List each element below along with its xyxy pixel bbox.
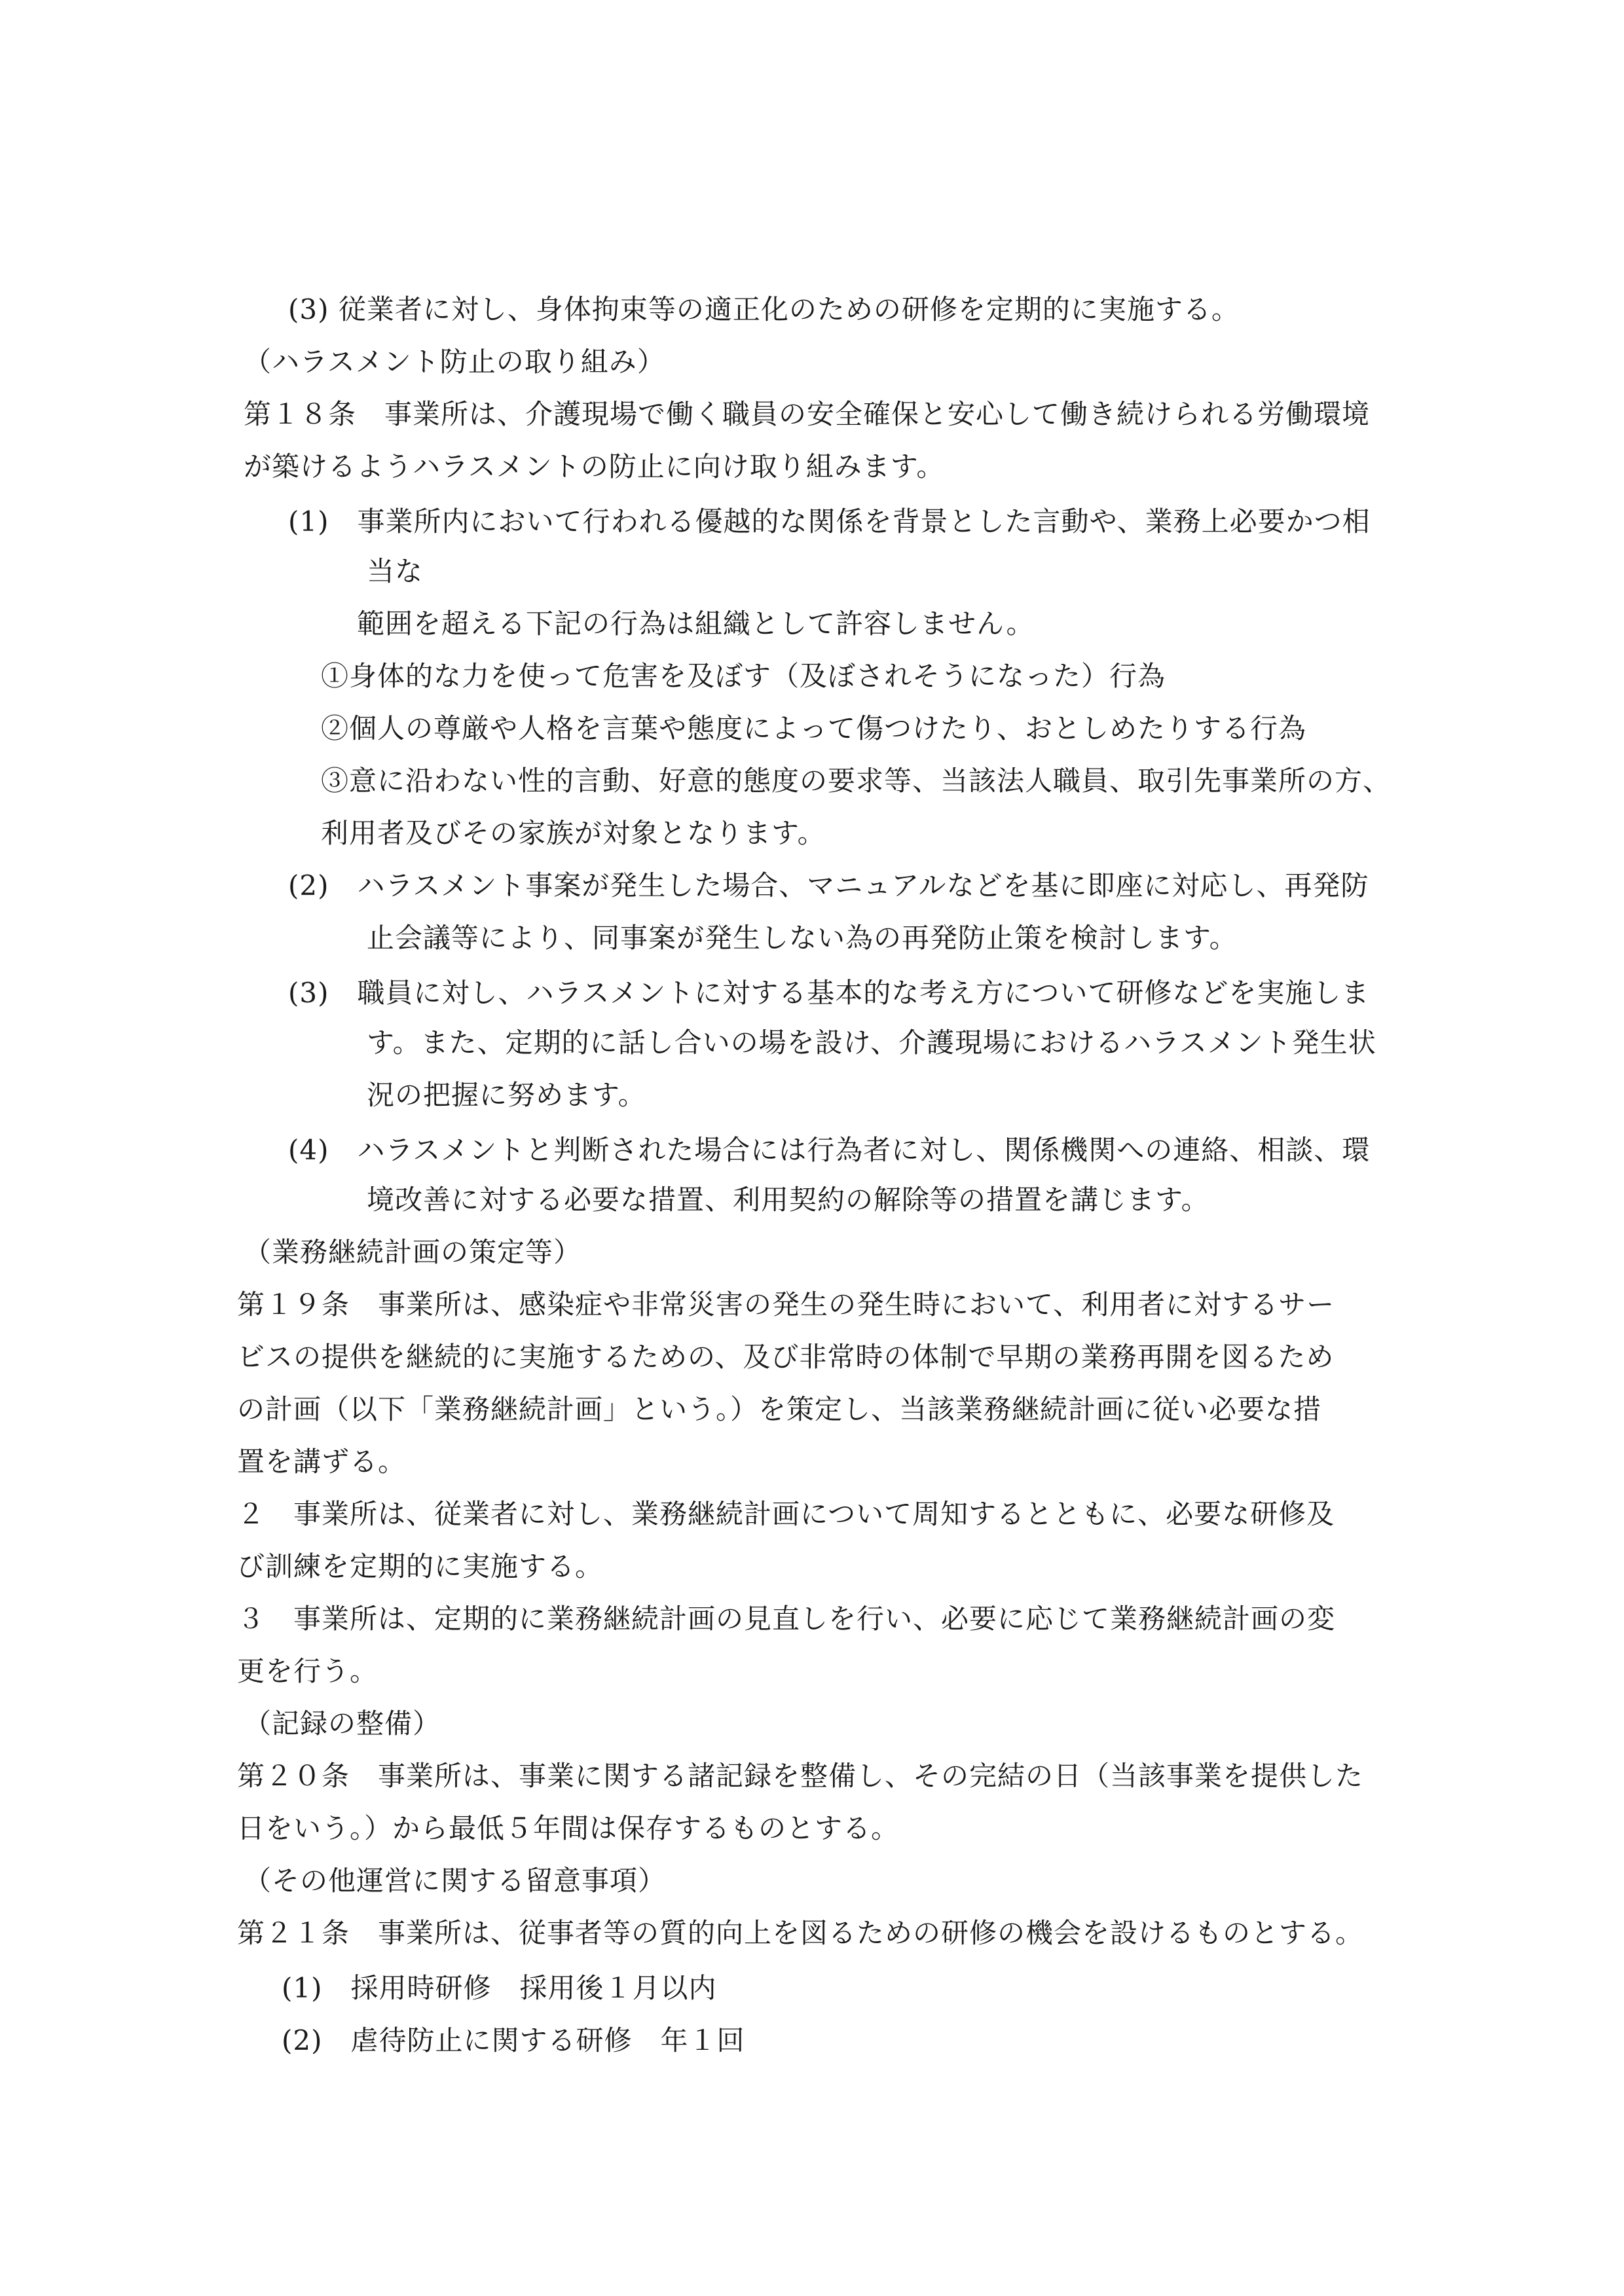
article-20-line-1: 第２０条 事業所は、事業に関する諸記録を整備し、その完結の日（当該事業を提供した — [237, 1760, 1364, 1792]
article-18-item-2-line-1: (2) ハラスメント事案が発生した場合、マニュアルなどを基に即座に対応し、再発防 — [288, 869, 1369, 902]
article-18-item-1-line-1: (1) 事業所内において行われる優越的な関係を背景とした言動や、業務上必要かつ相 — [288, 505, 1371, 538]
article-18-item-1-line-3: 範囲を超える下記の行為は組織として許容しません。 — [357, 608, 1035, 640]
article-19-line-3: の計画（以下「業務継続計画」という。）を策定し、当該業務継続計画に従い必要な措 — [237, 1393, 1322, 1425]
article-19-line-1: 第１９条 事業所は、感染症や非常災害の発生の発生時において、利用者に対するサー — [237, 1288, 1335, 1321]
article-18-subitem-3: ③意に沿わない性的言動、好意的態度の要求等、当該法人職員、取引先事業所の方、 — [321, 765, 1392, 797]
article-18-line-2: が築けるようハラスメントの防止に向け取り組みます。 — [244, 450, 945, 483]
article-21-item-1: (1) 採用時研修 採用後１月以内 — [282, 1972, 717, 2004]
article-18-subitem-2: ②個人の尊厳や人格を言葉や態度によって傷つけたり、おとしめたりする行為 — [321, 712, 1307, 744]
article-18-subitem-1: ①身体的な力を使って危害を及ぼす（及ぼされそうになった）行為 — [321, 660, 1166, 692]
heading-harassment: （ハラスメント防止の取り組み） — [244, 346, 665, 378]
heading-records: （記録の整備） — [244, 1707, 441, 1740]
article-18-item-1-line-2: 当な — [367, 555, 424, 587]
article-18-item-4-line-2: 境改善に対する必要な措置、利用契約の解除等の措置を講じます。 — [367, 1184, 1209, 1216]
article-21-item-2: (2) 虐待防止に関する研修 年１回 — [282, 2024, 745, 2056]
article-18-subitem-3-cont: 利用者及びその家族が対象となります。 — [321, 817, 826, 849]
article-17-item-3: (3) 従業者に対し、身体拘束等の適正化のための研修を定期的に実施する。 — [288, 293, 1240, 325]
article-18-item-3-line-2: す。また、定期的に話し合いの場を設け、介護現場におけるハラスメント発生状 — [367, 1027, 1376, 1059]
article-18-item-3-line-1: (3) 職員に対し、ハラスメントに対する基本的な考え方について研修などを実施しま — [288, 977, 1370, 1009]
article-18-item-4-line-1: (4) ハラスメントと判断された場合には行為者に対し、関係機関への連絡、相談、環 — [288, 1134, 1371, 1166]
article-19-para-3-line-1: ３ 事業所は、定期的に業務継続計画の見直しを行い、必要に応じて業務継続計画の変 — [237, 1603, 1336, 1635]
article-18-line-1: 第１８条 事業所は、介護現場で働く職員の安全確保と安心して働き続けられる労働環境 — [244, 398, 1371, 430]
article-19-line-4: 置を講ずる。 — [237, 1446, 407, 1478]
article-19-para-2-line-1: ２ 事業所は、従業者に対し、業務継続計画について周知するとともに、必要な研修及 — [237, 1498, 1335, 1530]
article-19-para-3-line-2: 更を行う。 — [237, 1655, 378, 1687]
article-19-para-2-line-2: び訓練を定期的に実施する。 — [237, 1550, 604, 1582]
heading-business-continuity: （業務継続計画の策定等） — [244, 1236, 582, 1268]
article-19-line-2: ビスの提供を継続的に実施するための、及び非常時の体制で早期の業務再開を図るため — [237, 1341, 1335, 1373]
article-21-line-1: 第２１条 事業所は、従事者等の質的向上を図るための研修の機会を設けるものとする。 — [237, 1917, 1364, 1949]
article-20-line-2: 日をいう。）から最低５年間は保存するものとする。 — [237, 1812, 900, 1844]
article-18-item-2-line-2: 止会議等により、同事案が発生しない為の再発防止策を検討します。 — [367, 922, 1238, 954]
article-18-item-3-line-3: 況の把握に努めます。 — [367, 1079, 646, 1111]
heading-other-operations: （その他運営に関する留意事項） — [244, 1865, 667, 1897]
